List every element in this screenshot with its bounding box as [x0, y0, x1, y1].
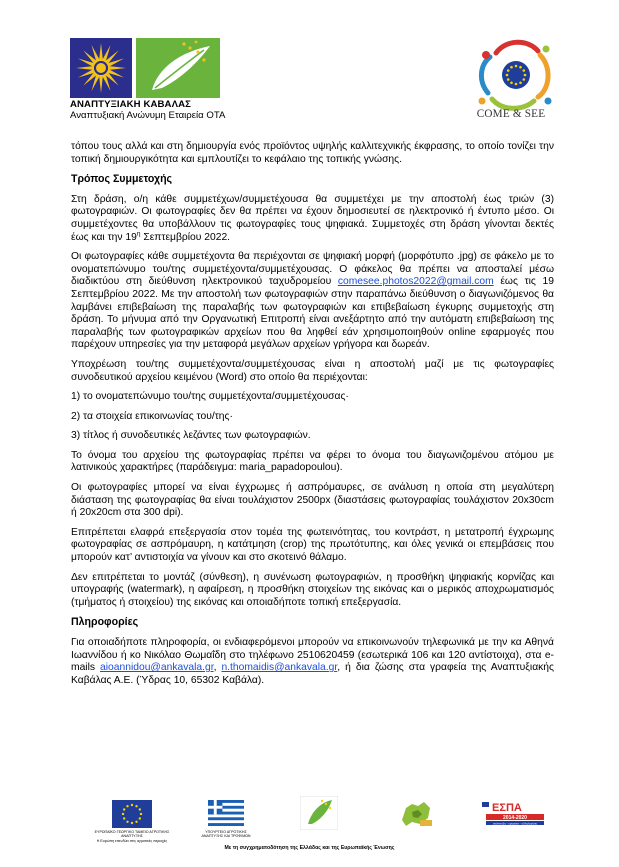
org-subtitle: Αναπτυξιακή Ανώνυμη Εταιρεία ΟΤΑ [70, 110, 226, 121]
p8-text-b: , ή δια ζώσης στα γραφεία της Αναπτυξιακής Καβάλας Α.Ε. (Ύδρας 10, 65302 Καβάλα). [71, 662, 554, 686]
p8-text-a: Για οποιαδήποτε πληροφορία, οι ενδιαφερόμενοι μπορούν να επικοινωνούν τηλεφωνικά με την κα Αθηνά Ιωαννίδου ή κο Νικόλαο Θωμαΐδη στο τηλέφωνο 2510620459 (εσωτερικά 106 και 120 αντίστοιχα), στα e-mails [71, 637, 554, 674]
p1-text-a: Στη δράση, ο/η κάθε συμμετέχων/συμμετέχουσα θα συμμετέχει με την αποστολή έως τριών (3) φωτογραφιών. Οι φωτογραφίες δεν θα πρέπει να έχουν δημοσιευτεί σε ηλεκτρονικό ή έντυπο μέσο. Οι συμμετέχοντες θα υποβάλλουν τις φωτογραφίες τους ψηφιακά. Συμμετοχές στη δράση γίνονται δεκτές έως και την 19 [71, 193, 554, 243]
paragraph-submission [71, 251, 554, 352]
org-name: ΑΝΑΠΤΥΞΙΑΚΗ ΚΑΒΑΛΑΣ [70, 99, 191, 110]
come-and-see-label: COME & SEE [476, 108, 546, 120]
p1-text-b: Σεπτεμβρίου 2022. [140, 231, 231, 243]
intro-paragraph: τόπου τους αλλά και στη δημιουργία ενός προϊόντος υψηλής καλλιτεχνικής έκφρασης, το οποίο τονίζει την τοπική δημιουργικότητα και εμπλουτίζει το κεφάλαιο της τοπικής γνώσης. [71, 141, 554, 165]
region-map-logo-icon [398, 798, 434, 830]
p2-text-b: έως τις 19 Σεπτεμβρίου 2022. Με την αποστολή των φωτογραφιών στην παραπάνω διεύθυνση ο διαγωνιζόμενος θα λαμβάνει επιβεβαίωση της παραλαβής των φωτογραφιών και επιβεβαίωση έγκυρης συμμετοχής στη δράση. Το μήνυμα από την Οργανωτική Επιτροπή είναι ανεξάρτητο από την αυτόματη επιβεβαίωση της παραλαβής των φωτογραφικών αρχείων που θα ληφθεί εάν χρησιμοποιηθούν online εφαρμογές που παρέχουν υπηρεσίες για την μεταφορά μεγάλων αρχείων γρήγορα και δωρεάν. [71, 276, 554, 351]
leader-logo-icon [300, 796, 338, 830]
eu-fund-caption: ΕΥΡΩΠΑΪΚΟ ΓΕΩΡΓΙΚΟ ΤΑΜΕΙΟ ΑΓΡΟΤΙΚΗΣ ΑΝΑΠΤΥΞΗΣ Η Ευρώπη επενδύει στις αγροτικές περιοχές [94, 830, 170, 843]
list-item-3: 3) τίτλος ή συνοδευτικές λεζάντες των φωτογραφιών. [71, 430, 311, 442]
espa-sub: ανάπτυξη - εργασία - αλληλεγγύη [492, 821, 538, 826]
paragraph-contact [71, 637, 554, 687]
paragraph-accompanying-file: Υποχρέωση του/της συμμετέχοντα/συμμετέχουσας είναι η αποστολή μαζί με τις φωτογραφίες συνοδευτικού αρχείου κειμένου (Word) στο οποίο θα περιέχονται: [71, 358, 554, 383]
paragraph-file-naming: Το όνομα του αρχείου της φωτογραφίας πρέπει να φέρει το όνομα του διαγωνιζομένου ατόμου με λατινικούς χαρακτήρες (παράδειγμα: maria_papadopoulou). [71, 449, 554, 474]
greek-flag-icon [208, 800, 244, 826]
document-body [71, 141, 554, 694]
submission-email-link[interactable]: comesee.photos2022@gmail.com [337, 276, 494, 288]
section-heading-info: Πληροφορίες [71, 616, 139, 629]
eu-flag-icon [112, 800, 152, 828]
email-link-aioannidou[interactable]: aioannidou@ankavala.gr [100, 662, 214, 674]
paragraph-allowed-editing: Επιτρέπεται ελαφρά επεξεργασία στον τομέα της φωτεινότητας, του κοντράστ, η μετατροπή έγχρωμης φωτογραφίας σε ασπρόμαυρη, η κατάτμηση (crop) της πρωτότυπης, και όλες γενικά οι επεμβάσεις που μπορούν κατ’ αντιστοιχία να γίνουν και στο σκοτεινό θάλαμο. [71, 526, 554, 564]
list-item-1: 1) το ονοματεπώνυμο του/της συμμετέχοντα/συμμετέχουσας· [71, 391, 349, 403]
p1-superscript: η [136, 230, 141, 238]
paragraph-resolution: Οι φωτογραφίες μπορεί να είναι έγχρωμες ή ασπρόμαυρες, σε ανάλυση η οποία στη μεγαλύτερη διάσταση της φωτογραφίας θα είναι τουλάχιστον 2500px (διαστάσεις φωτογραφίας τουλάχιστον 20x30cm ή 20x20cm στα 300 dpi). [71, 482, 554, 519]
ministry-caption: ΥΠΟΥΡΓΕΙΟ ΑΓΡΟΤΙΚΗΣ ΑΝΑΠΤΥΞΗΣ ΚΑΙ ΤΡΟΦΙΜΩΝ [201, 830, 251, 839]
cofunding-caption: Με τη συγχρηματοδότηση της Ελλάδας και της Ευρωπαϊκής Ένωσης [224, 845, 395, 851]
section-heading-participation: Τρόπος Συμμετοχής [71, 173, 173, 186]
espa-years: 2014-2020 [503, 815, 527, 821]
paragraph-participation-rules [71, 194, 554, 244]
espa-text: ΕΣΠΑ [492, 802, 522, 814]
list-item-2: 2) τα στοιχεία επικοινωνίας του/της· [71, 410, 233, 422]
p2-text-a: Οι φωτογραφίες κάθε συμμετέχοντα θα περιέχονται σε ψηφιακή μορφή (μορφότυπο .jpg) σε φάκελο με το ονοματεπώνυμο του/της συμμετέχοντα/συμμετέχουσας. Ο φάκελος θα πρέπει να αποσταλεί μέσω διαδικτύου στη διεύθυνση ηλεκτρονικού ταχυδρομείου [71, 251, 554, 288]
espa-logo-icon [480, 800, 550, 830]
email-link-nthomaidis[interactable]: n.thomaidis@ankavala.gr [221, 662, 338, 674]
paragraph-forbidden-editing: Δεν επιτρέπεται το μοντάζ (σύνθεση), η συνένωση φωτογραφιών, η προσθήκη ψηφιακής κορνίζας και υπογραφής (watermark), η αφαίρεση, η προσθήκη στοιχείων της εικόνας και ο μερικός αποχρωματισμός (τμήματος ή στοιχείου) της εικόνας και οποιαδήποτε τοπική επεξεργασία. [71, 571, 554, 608]
anaptyxiaki-kavalas-logo [70, 38, 220, 98]
p8-separator: , [213, 662, 222, 674]
